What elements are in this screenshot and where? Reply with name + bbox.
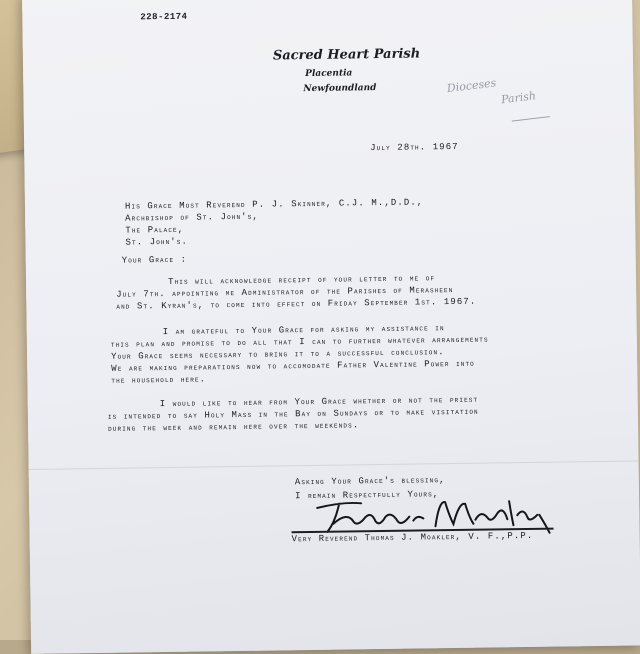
- body-paragraph-1: [116, 272, 476, 313]
- letter-page: [22, 0, 640, 654]
- body-paragraph-3: [108, 394, 479, 435]
- letter-date: July 28th. 1967: [370, 141, 459, 154]
- letterhead-province: Newfoundland: [303, 83, 377, 95]
- signer-name: Very Reverend Thomas J. Moakler, V. F.,P.P.: [291, 530, 534, 545]
- address-line: Archbishop of St. John's,: [125, 211, 259, 224]
- closing-line: I remain Respectfully Yours,: [294, 489, 440, 502]
- body-line: during the week and remain here over the weekends.: [108, 420, 360, 434]
- pencil-underline: [512, 117, 550, 122]
- address-line: His Grace Most Reverend P. J. Skinner, C.J. M.,D.D.,: [124, 197, 424, 212]
- body-line: We are making preparations now to accomodate Father Valentine Power into: [111, 358, 475, 374]
- body-line: This will acknowledge receipt of your letter to me of: [115, 273, 436, 288]
- body-paragraph-2: [111, 322, 490, 387]
- body-line: is intended to say Holy Mass in the Bay on Sundays or to make visitation: [107, 406, 479, 422]
- pencil-annotation: [441, 72, 562, 134]
- salutation: Your Grace :: [121, 254, 188, 266]
- body-line: and St. Kyran's, to come into effect on Friday September 1st. 1967.: [116, 296, 477, 312]
- letterhead-parish: Sacred Heart Parish: [272, 46, 421, 64]
- address-line: St. John's.: [125, 236, 189, 248]
- fold-crease: [29, 460, 639, 470]
- letterhead-town: Placentia: [305, 68, 353, 80]
- body-line: I am grateful to Your Grace for asking my assistance in: [110, 323, 445, 338]
- body-line: this plan and promise to do all that I can to further whatever arrangements: [110, 334, 489, 350]
- body-line: I would like to hear from Your Grace whether or not the priest: [107, 394, 479, 410]
- body-line: Your Grace seems necessary to bring it to a successful conclusion.: [111, 347, 445, 362]
- address-line: The Palace,: [125, 224, 185, 236]
- pencil-note-line: Parish: [500, 89, 537, 107]
- pencil-note-line: Dioceses: [446, 76, 497, 96]
- body-line: July 7th. appointing me Administrator of the Parishes of Merasheen: [116, 285, 454, 300]
- closing-line: Asking Your Grace's blessing,: [294, 475, 446, 488]
- body-line: the household here.: [111, 374, 207, 386]
- recipient-address: [125, 196, 424, 248]
- phone-number-fragment: 228-2174: [140, 11, 188, 23]
